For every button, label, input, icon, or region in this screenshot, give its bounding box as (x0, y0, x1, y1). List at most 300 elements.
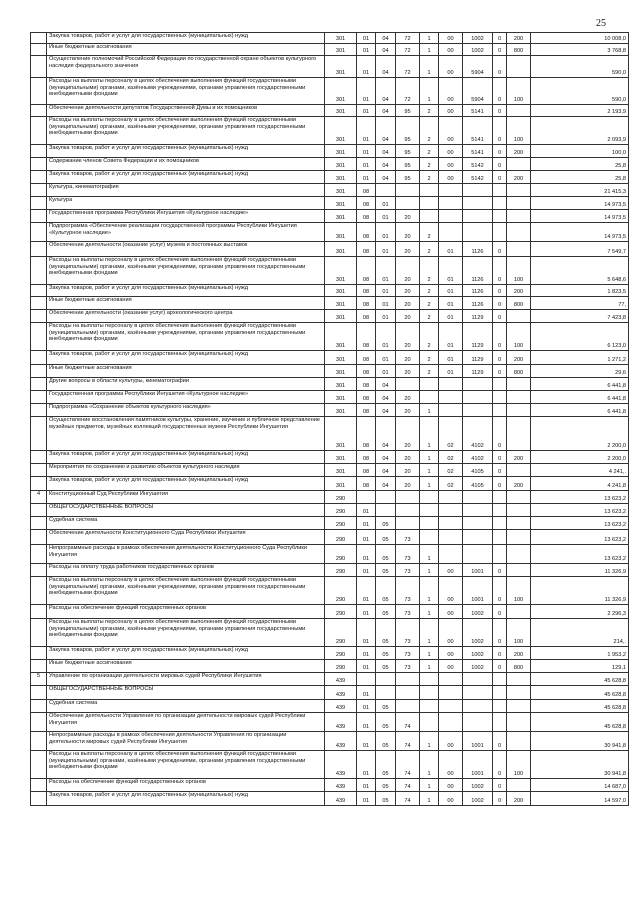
row-index (31, 451, 47, 464)
table-row (31, 145, 629, 158)
code-subprogram (420, 184, 439, 197)
code-program: 74 (396, 713, 420, 732)
row-amount: 13 623,2 (531, 545, 629, 564)
row-amount: 4 241,8 (531, 477, 629, 491)
row-index (31, 577, 47, 605)
table-row (31, 660, 629, 673)
code-event (439, 713, 463, 732)
row-name: Закупка товаров, работ и услуг для государственных (муниципальных) нужд (47, 171, 325, 184)
code-direction: 5142 (463, 158, 493, 171)
row-index (31, 56, 47, 78)
code-expense-type (507, 491, 531, 504)
row-index (31, 713, 47, 732)
table-row (31, 491, 629, 504)
code-digit (493, 378, 507, 391)
code-digit: 0 (493, 310, 507, 323)
code-expense-type (507, 391, 531, 404)
code-expense-type (507, 713, 531, 732)
code-digit: 0 (493, 297, 507, 310)
code-subprogram: 1 (420, 56, 439, 78)
code-section: 08 (357, 417, 376, 451)
code-digit: 0 (493, 33, 507, 44)
table-row (31, 700, 629, 713)
code-expense-type: 100 (507, 323, 531, 351)
code-event: 00 (439, 619, 463, 647)
code-expense-type (507, 779, 531, 792)
row-amount: 2 200,0 (531, 451, 629, 464)
row-name: Культура (47, 197, 325, 210)
code-section: 01 (357, 751, 376, 779)
code-digit: 0 (493, 477, 507, 491)
code-expense-type: 100 (507, 117, 531, 145)
code-event: 01 (439, 285, 463, 297)
row-name: Непрограммные расходы в рамках обеспечения деятельности Конституционного Суда Республики Ингушетия (47, 545, 325, 564)
table-row (31, 365, 629, 378)
code-subsection: 01 (376, 242, 396, 257)
code-expense-type (507, 686, 531, 700)
code-admin: 290 (325, 564, 357, 577)
code-expense-type (507, 530, 531, 545)
row-amount: 14 973,5 (531, 197, 629, 210)
row-amount: 129,1 (531, 660, 629, 673)
code-admin: 301 (325, 145, 357, 158)
code-expense-type (507, 504, 531, 517)
code-digit: 0 (493, 619, 507, 647)
code-digit: 0 (493, 564, 507, 577)
code-subprogram: 2 (420, 297, 439, 310)
code-subsection: 04 (376, 117, 396, 145)
code-expense-type (507, 732, 531, 751)
code-section: 08 (357, 391, 376, 404)
table-row (31, 223, 629, 242)
table-row (31, 545, 629, 564)
code-digit: 0 (493, 351, 507, 365)
code-subprogram: 2 (420, 323, 439, 351)
code-section: 08 (357, 464, 376, 477)
code-program: 20 (396, 417, 420, 451)
code-expense-type: 100 (507, 577, 531, 605)
code-digit: 0 (493, 257, 507, 285)
code-expense-type: 800 (507, 660, 531, 673)
row-amount: 2 296,3 (531, 605, 629, 619)
code-direction (463, 700, 493, 713)
code-expense-type (507, 564, 531, 577)
row-index (31, 297, 47, 310)
code-digit: 0 (493, 647, 507, 660)
code-subsection: 05 (376, 517, 396, 530)
code-expense-type (507, 404, 531, 417)
code-subprogram: 1 (420, 564, 439, 577)
code-subprogram (420, 378, 439, 391)
code-event: 01 (439, 297, 463, 310)
code-expense-type (507, 700, 531, 713)
code-direction: 1126 (463, 257, 493, 285)
code-digit: 0 (493, 78, 507, 105)
code-subsection (376, 673, 396, 686)
row-amount: 590,0 (531, 56, 629, 78)
code-digit: 0 (493, 56, 507, 78)
table-row (31, 477, 629, 491)
code-program (396, 686, 420, 700)
code-subsection: 05 (376, 605, 396, 619)
code-subprogram (420, 504, 439, 517)
row-amount: 11 326,9 (531, 564, 629, 577)
code-admin: 290 (325, 577, 357, 605)
code-subsection (376, 504, 396, 517)
table-row (31, 257, 629, 285)
row-index (31, 517, 47, 530)
row-index (31, 686, 47, 700)
code-direction: 4105 (463, 477, 493, 491)
row-name: Закупка товаров, работ и услуг для государственных (муниципальных) нужд (47, 285, 325, 297)
code-subsection: 01 (376, 197, 396, 210)
row-name: Расходы на выплаты персоналу в целях обеспечения выполнения функций государственными (муниципальными) органами, казёнными учреждениями, органами управления государственными внебюджетными фондами (47, 78, 325, 105)
code-section: 08 (357, 257, 376, 285)
row-amount: 2 093,9 (531, 117, 629, 145)
code-event: 00 (439, 44, 463, 56)
code-admin: 290 (325, 545, 357, 564)
row-name: Иные бюджетные ассигнования (47, 44, 325, 56)
code-section: 01 (357, 158, 376, 171)
code-subprogram: 1 (420, 619, 439, 647)
code-expense-type (507, 464, 531, 477)
code-subsection: 05 (376, 647, 396, 660)
code-program (396, 491, 420, 504)
code-subsection: 05 (376, 792, 396, 806)
code-direction: 1002 (463, 647, 493, 660)
row-name: Подпрограмма «Сохранение объектов культурного наследия» (47, 404, 325, 417)
code-subsection: 01 (376, 210, 396, 223)
code-admin: 290 (325, 605, 357, 619)
code-expense-type: 800 (507, 44, 531, 56)
code-direction: 1126 (463, 297, 493, 310)
code-admin: 301 (325, 158, 357, 171)
code-subprogram: 1 (420, 732, 439, 751)
table-row (31, 577, 629, 605)
code-digit (493, 686, 507, 700)
code-subprogram: 1 (420, 577, 439, 605)
code-subsection: 04 (376, 451, 396, 464)
code-subprogram: 2 (420, 365, 439, 378)
row-amount: 214,. (531, 619, 629, 647)
code-subprogram (420, 713, 439, 732)
row-name: Иные бюджетные ассигнования (47, 297, 325, 310)
code-expense-type (507, 378, 531, 391)
code-event: 00 (439, 751, 463, 779)
code-digit (493, 713, 507, 732)
code-digit: 0 (493, 660, 507, 673)
row-amount: 7 549,7 (531, 242, 629, 257)
code-expense-type (507, 210, 531, 223)
code-digit (493, 673, 507, 686)
code-subprogram: 2 (420, 310, 439, 323)
code-program: 20 (396, 391, 420, 404)
code-subsection (376, 686, 396, 700)
table-row (31, 504, 629, 517)
code-expense-type: 800 (507, 365, 531, 378)
code-program: 74 (396, 779, 420, 792)
row-index (31, 404, 47, 417)
code-subprogram (420, 197, 439, 210)
row-index (31, 310, 47, 323)
code-subsection: 04 (376, 44, 396, 56)
code-event (439, 391, 463, 404)
code-subprogram: 2 (420, 105, 439, 117)
code-event: 00 (439, 78, 463, 105)
code-subsection: 04 (376, 417, 396, 451)
code-admin: 290 (325, 491, 357, 504)
code-program (396, 673, 420, 686)
row-amount: 6 441,8 (531, 391, 629, 404)
code-section: 01 (357, 517, 376, 530)
code-direction (463, 517, 493, 530)
code-expense-type: 200 (507, 145, 531, 158)
row-index: 5 (31, 673, 47, 686)
code-expense-type: 200 (507, 285, 531, 297)
table-row (31, 404, 629, 417)
row-index (31, 210, 47, 223)
code-section: 08 (357, 184, 376, 197)
code-digit (493, 197, 507, 210)
code-expense-type: 200 (507, 477, 531, 491)
code-admin: 439 (325, 792, 357, 806)
code-program: 20 (396, 297, 420, 310)
row-index (31, 751, 47, 779)
table-row (31, 417, 629, 451)
code-section: 08 (357, 242, 376, 257)
row-name: Расходы на обеспечение функций государственных органов (47, 779, 325, 792)
table-row (31, 297, 629, 310)
code-section: 01 (357, 619, 376, 647)
code-direction: 5141 (463, 117, 493, 145)
code-admin: 301 (325, 404, 357, 417)
row-amount: 14 597,0 (531, 792, 629, 806)
row-name: Обеспечение деятельности (оказание услуг) археологического центра (47, 310, 325, 323)
code-event (439, 184, 463, 197)
table-row (31, 242, 629, 257)
code-event: 02 (439, 464, 463, 477)
code-event: 01 (439, 351, 463, 365)
row-name: Закупка товаров, работ и услуг для государственных (муниципальных) нужд (47, 477, 325, 491)
code-digit: 0 (493, 732, 507, 751)
code-expense-type (507, 242, 531, 257)
code-digit: 0 (493, 779, 507, 792)
row-index (31, 378, 47, 391)
code-event: 00 (439, 145, 463, 158)
code-program: 95 (396, 171, 420, 184)
code-section: 01 (357, 660, 376, 673)
code-direction: 1126 (463, 285, 493, 297)
code-program: 72 (396, 33, 420, 44)
code-digit: 0 (493, 365, 507, 378)
code-direction: 1001 (463, 564, 493, 577)
code-admin: 301 (325, 117, 357, 145)
row-index (31, 477, 47, 491)
code-subprogram (420, 673, 439, 686)
code-event (439, 530, 463, 545)
table-row (31, 78, 629, 105)
code-direction: 1002 (463, 660, 493, 673)
code-subprogram: 2 (420, 145, 439, 158)
code-digit: 0 (493, 158, 507, 171)
code-digit: 0 (493, 242, 507, 257)
row-name: Конституционный Суд Республики Ингушетия (47, 491, 325, 504)
table-row (31, 197, 629, 210)
table-row (31, 105, 629, 117)
code-subprogram: 1 (420, 44, 439, 56)
table-row (31, 619, 629, 647)
code-direction: 1001 (463, 732, 493, 751)
table-row (31, 44, 629, 56)
code-event: 00 (439, 564, 463, 577)
code-section: 08 (357, 404, 376, 417)
table-row (31, 530, 629, 545)
row-amount: 3 768,8 (531, 44, 629, 56)
code-section: 08 (357, 210, 376, 223)
table-row (31, 184, 629, 197)
code-program: 20 (396, 257, 420, 285)
code-event: 00 (439, 105, 463, 117)
row-name: Закупка товаров, работ и услуг для государственных (муниципальных) нужд (47, 145, 325, 158)
code-direction: 5142 (463, 171, 493, 184)
code-direction: 1129 (463, 310, 493, 323)
code-digit (493, 517, 507, 530)
row-name: Государственная программа Республики Ингушетия «Культурное наследие» (47, 210, 325, 223)
code-section (357, 673, 376, 686)
code-event: 00 (439, 577, 463, 605)
row-amount: 25,8 (531, 158, 629, 171)
code-admin: 301 (325, 323, 357, 351)
code-subsection: 04 (376, 56, 396, 78)
row-name: Закупка товаров, работ и услуг для государственных (муниципальных) нужд (47, 647, 325, 660)
code-expense-type: 100 (507, 78, 531, 105)
code-section: 08 (357, 297, 376, 310)
table-row (31, 792, 629, 806)
code-section: 01 (357, 56, 376, 78)
code-direction (463, 184, 493, 197)
row-index (31, 105, 47, 117)
row-amount: 13 623,2 (531, 504, 629, 517)
code-program: 20 (396, 285, 420, 297)
code-admin: 439 (325, 700, 357, 713)
code-section: 08 (357, 378, 376, 391)
code-program (396, 378, 420, 391)
code-admin: 301 (325, 56, 357, 78)
code-program: 95 (396, 158, 420, 171)
code-expense-type (507, 605, 531, 619)
table-row (31, 564, 629, 577)
row-index (31, 417, 47, 451)
code-program: 20 (396, 242, 420, 257)
row-amount: 14 687,0 (531, 779, 629, 792)
code-direction (463, 223, 493, 242)
code-expense-type: 200 (507, 351, 531, 365)
code-direction: 5904 (463, 56, 493, 78)
code-direction (463, 197, 493, 210)
code-subsection: 05 (376, 577, 396, 605)
row-amount: 13 623,2 (531, 491, 629, 504)
code-event (439, 686, 463, 700)
code-event: 00 (439, 56, 463, 78)
row-amount: 2 200,0 (531, 417, 629, 451)
code-event (439, 673, 463, 686)
row-name: Мероприятия по сохранению и развитию объектов культурного наследия (47, 464, 325, 477)
code-expense-type (507, 673, 531, 686)
row-amount: 2 193,9 (531, 105, 629, 117)
code-section: 01 (357, 732, 376, 751)
code-admin: 290 (325, 619, 357, 647)
table-row (31, 779, 629, 792)
code-admin: 290 (325, 504, 357, 517)
code-expense-type: 200 (507, 451, 531, 464)
row-name: Другие вопросы в области культуры, кинематографии (47, 378, 325, 391)
code-event (439, 491, 463, 504)
code-program: 72 (396, 56, 420, 78)
code-subsection: 01 (376, 365, 396, 378)
row-amount: 11 326,9 (531, 577, 629, 605)
code-program: 73 (396, 619, 420, 647)
code-event (439, 197, 463, 210)
row-name: Управление по организации деятельности мировых судей Республики Ингушетия (47, 673, 325, 686)
row-index (31, 464, 47, 477)
page-number: 25 (596, 18, 606, 29)
code-subprogram: 2 (420, 158, 439, 171)
code-program: 73 (396, 577, 420, 605)
code-section: 08 (357, 365, 376, 378)
code-program: 20 (396, 323, 420, 351)
code-program: 20 (396, 451, 420, 464)
row-name: Иные бюджетные ассигнования (47, 660, 325, 673)
row-index (31, 564, 47, 577)
code-expense-type (507, 184, 531, 197)
row-index (31, 605, 47, 619)
table-row (31, 751, 629, 779)
code-event (439, 378, 463, 391)
code-direction: 1129 (463, 365, 493, 378)
code-admin: 290 (325, 660, 357, 673)
code-program: 20 (396, 404, 420, 417)
row-index (31, 792, 47, 806)
row-amount: 21 415,3 (531, 184, 629, 197)
code-event: 00 (439, 660, 463, 673)
code-admin: 301 (325, 391, 357, 404)
code-admin: 439 (325, 779, 357, 792)
code-subsection: 04 (376, 477, 396, 491)
code-event: 00 (439, 171, 463, 184)
code-section: 01 (357, 78, 376, 105)
code-event (439, 517, 463, 530)
code-digit (493, 223, 507, 242)
code-section: 08 (357, 323, 376, 351)
code-admin: 301 (325, 417, 357, 451)
row-amount: 45 628,8 (531, 686, 629, 700)
code-subsection: 05 (376, 619, 396, 647)
code-direction: 1002 (463, 792, 493, 806)
code-program: 72 (396, 78, 420, 105)
code-section: 01 (357, 605, 376, 619)
code-expense-type (507, 417, 531, 451)
table-row (31, 391, 629, 404)
code-program (396, 517, 420, 530)
code-event: 00 (439, 792, 463, 806)
code-admin: 301 (325, 378, 357, 391)
code-admin: 439 (325, 673, 357, 686)
code-subsection: 01 (376, 257, 396, 285)
code-section: 08 (357, 310, 376, 323)
code-digit: 0 (493, 792, 507, 806)
code-direction (463, 530, 493, 545)
row-name: Расходы на обеспечение функций государственных органов (47, 605, 325, 619)
